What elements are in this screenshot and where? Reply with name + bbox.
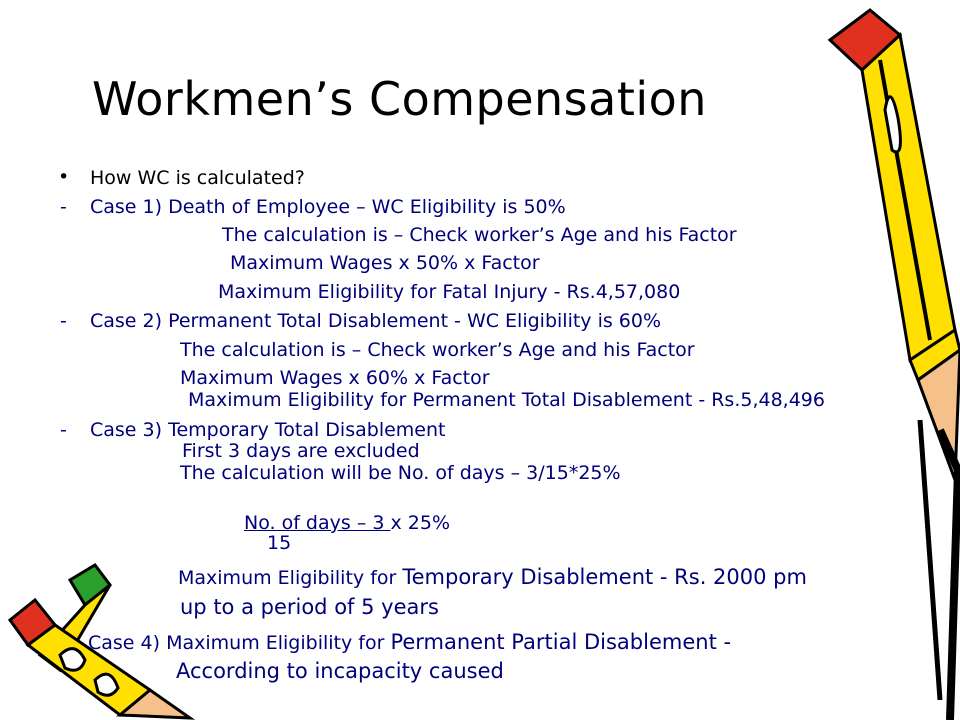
case2-formula: Maximum Wages x 60% x Factor xyxy=(180,367,490,389)
dash-marker: - xyxy=(60,310,67,332)
case1-maximum: Maximum Eligibility for Fatal Injury - Rs.4,57,080 xyxy=(218,281,681,303)
intro-line: How WC is calculated? xyxy=(90,167,305,189)
case3-fraction-denominator: 15 xyxy=(267,532,292,554)
case3-heading: Case 3) Temporary Total Disablement xyxy=(90,419,446,441)
pencil-clipart-icon xyxy=(0,560,200,720)
case3-fraction-numerator: No. of days – 3 x 25% xyxy=(244,512,451,534)
case3-duration: up to a period of 5 years xyxy=(180,595,439,619)
case1-calculation: The calculation is – Check worker’s Age and his Factor xyxy=(222,224,737,246)
case3-calculation: The calculation will be No. of days – 3/15*25% xyxy=(180,462,621,484)
page-title: Workmen’s Compensation xyxy=(92,72,707,126)
case1-heading: Case 1) Death of Employee – WC Eligibility is 50% xyxy=(90,196,566,218)
pencil-clipart-icon xyxy=(790,0,960,720)
case3-exclusion: First 3 days are excluded xyxy=(182,440,420,462)
case2-heading: Case 2) Permanent Total Disablement - WC Eligibility is 60% xyxy=(90,310,662,332)
dash-marker: - xyxy=(60,419,67,441)
case2-maximum: Maximum Eligibility for Permanent Total Disablement - Rs.5,48,496 xyxy=(188,389,825,411)
case3-maximum: Maximum Eligibility for Temporary Disablement - Rs. 2000 pm xyxy=(178,565,807,589)
case4-heading: Case 4) Maximum Eligibility for Permanent Partial Disablement - xyxy=(88,630,732,654)
case4-description: According to incapacity caused xyxy=(176,659,504,683)
dash-marker: - xyxy=(60,196,67,218)
case2-calculation: The calculation is – Check worker’s Age and his Factor xyxy=(180,339,695,361)
bullet-marker: • xyxy=(58,166,70,188)
case1-formula: Maximum Wages x 50% x Factor xyxy=(230,252,540,274)
